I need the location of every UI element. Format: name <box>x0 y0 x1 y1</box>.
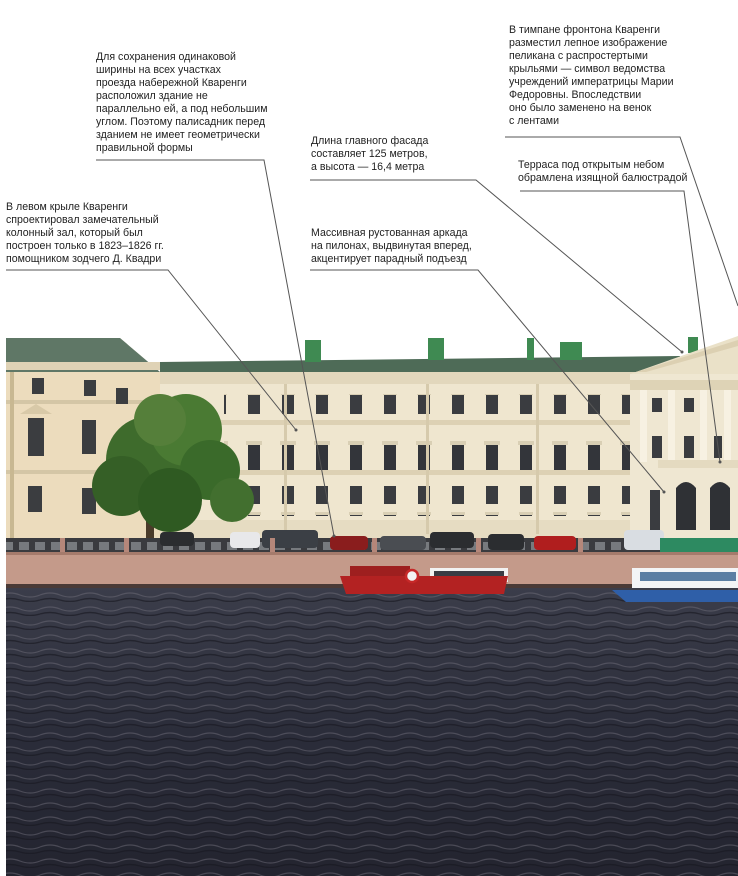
annotation-terrace <box>518 159 687 185</box>
annotation-line: параллельно ей, а под небольшим <box>96 103 268 115</box>
annotation-line: обрамлена изящной балюстрадой <box>518 172 688 184</box>
annotation-line: Длина главного фасада <box>311 135 429 147</box>
annotation-line: оно было заменено на венок <box>509 102 652 114</box>
annotation-pediment <box>509 24 674 128</box>
annotation-line: Массивная рустованная аркада <box>311 227 468 239</box>
annotation-line: с лентами <box>509 115 559 127</box>
annotation-column-hall <box>6 201 164 266</box>
annotation-line: В левом крыле Кваренги <box>6 201 128 213</box>
annotation-line: расположил здание не <box>96 90 208 102</box>
annotation-line: Терраса под открытым небом <box>518 159 665 171</box>
annotation-line: проезда набережной Кваренги <box>96 77 247 89</box>
annotation-line: разместил лепное изображение <box>509 37 668 49</box>
annotation-line: помощником зодчего Д. Квадри <box>6 253 162 265</box>
annotation-line: правильной формы <box>96 142 193 154</box>
annotation-line: Для сохранения одинаковой <box>96 51 236 63</box>
annotation-line: пеликана с распростертыми <box>509 50 648 62</box>
annotation-line: а высота — 16,4 метра <box>311 161 425 173</box>
annotation-line: составляет 125 метров, <box>311 148 428 160</box>
annotation-facade-length <box>311 135 428 174</box>
annotation-arcade <box>311 227 472 266</box>
annotation-line: учреждений императрицы Марии <box>509 76 674 88</box>
annotation-line: колонный зал, который был <box>6 227 143 239</box>
annotation-line: Федоровны. Впоследствии <box>509 89 642 101</box>
annotation-line: крыльями — символ ведомства <box>509 63 666 75</box>
annotation-line: ширины на всех участках <box>96 64 221 76</box>
annotation-line: построен только в 1823–1826 гг. <box>6 240 164 252</box>
annotation-line: акцентирует парадный подъезд <box>311 253 467 265</box>
annotation-line: В тимпане фронтона Кваренги <box>509 24 661 36</box>
annotation-line: углом. Поэтому палисадник перед <box>96 116 266 128</box>
annotation-line: спроектировал замечательный <box>6 214 159 226</box>
annotation-width <box>96 51 268 155</box>
annotation-line: на пилонах, выдвинутая вперед, <box>311 240 472 252</box>
annotation-line: зданием не имеет геометрически <box>96 129 260 141</box>
